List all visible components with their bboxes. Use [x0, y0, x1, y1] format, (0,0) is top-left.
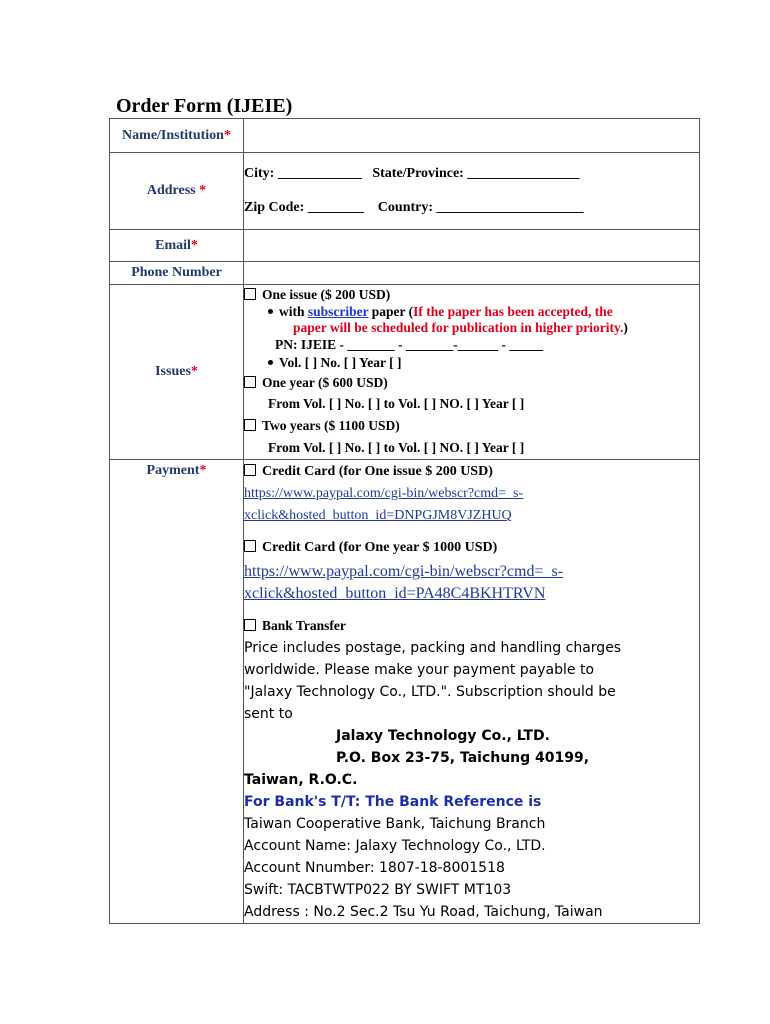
one-year-checkbox[interactable]: [244, 376, 256, 388]
label-issues: [110, 285, 244, 460]
two-years-range-field[interactable]: From Vol. [ ] No. [ ] to Vol. [ ] NO. [ ] Year [ ]: [268, 440, 525, 455]
zip-field[interactable]: Zip Code: ________: [244, 200, 364, 215]
account-number: Account Nnumber: 1807-18-8001518: [244, 860, 505, 876]
row-name: [110, 119, 700, 153]
label-payment: [110, 460, 244, 924]
label-phone: [110, 262, 244, 285]
bank-transfer-label: Bank Transfer: [262, 618, 346, 633]
payment-instructions: Price includes postage, packing and handling charges worldwide. Please make your payment payable to "Jalaxy Technology Co., LTD.". Subscription should be sent to: [244, 640, 622, 722]
credit-card-one-issue-checkbox[interactable]: [244, 464, 256, 476]
one-year-label: One year ($ 600 USD): [262, 375, 388, 390]
order-form-table: [109, 118, 700, 924]
vol-no-year-field[interactable]: Vol. [ ] No. [ ] Year [ ]: [279, 355, 402, 370]
issues-cell: [244, 285, 700, 460]
paypal-link-one-issue[interactable]: https://www.paypal.com/cgi-bin/webscr?cmd=_s- xclick&hosted_button_id=DNPGJM8VJZHUQ: [244, 486, 524, 523]
with-text: with: [279, 304, 308, 319]
credit-card-one-year-checkbox[interactable]: [244, 540, 256, 552]
two-years-checkbox[interactable]: [244, 419, 256, 431]
one-issue-label: One issue ($ 200 USD): [262, 287, 391, 302]
label-issues-text: Issues: [155, 364, 191, 379]
credit-card-one-year-label: Credit Card (for One year $ 1000 USD): [262, 540, 498, 555]
bank-transfer-checkbox[interactable]: [244, 619, 256, 631]
priority-note-line2: paper will be scheduled for publication in higher priority.: [293, 320, 624, 335]
credit-card-one-issue-label: Credit Card (for One issue $ 200 USD): [262, 464, 493, 479]
company-name: Jalaxy Technology Co., LTD.: [336, 728, 550, 744]
bank-tt-heading: For Bank's T/T: The Bank Reference is: [244, 794, 542, 810]
required-star: *: [190, 237, 198, 253]
country-field[interactable]: Country: _____________________: [377, 200, 584, 215]
paper-text: paper (: [368, 304, 414, 319]
row-phone: [110, 262, 700, 285]
label-email-text: Email: [155, 237, 191, 253]
pn-field[interactable]: PN: IJEIE - _______ - _______-______ - _____: [275, 337, 544, 352]
subscriber-link[interactable]: subscriber: [307, 304, 369, 319]
label-address: [110, 153, 244, 230]
phone-input-cell[interactable]: [244, 262, 700, 285]
state-field[interactable]: State/Province: ________________: [372, 166, 580, 181]
label-name-text: Name/Institution: [122, 127, 224, 143]
label-address-text: Address: [146, 183, 200, 198]
required-star: *: [199, 463, 207, 478]
city-field[interactable]: City: ____________: [244, 166, 362, 181]
row-email: [110, 230, 700, 262]
priority-note-line1: If the paper has been accepted, the: [413, 304, 613, 319]
bank-address: Address : No.2 Sec.2 Tsu Yu Road, Taichung, Taiwan: [244, 904, 603, 920]
one-issue-checkbox[interactable]: [244, 288, 256, 300]
bank-name: Taiwan Cooperative Bank, Taichung Branch: [244, 816, 546, 832]
row-issues: [110, 285, 700, 460]
payment-cell: [244, 460, 700, 924]
bullet-icon: [268, 360, 273, 365]
required-star: *: [199, 183, 207, 198]
country-line: Taiwan, R.O.C.: [244, 772, 358, 788]
po-box: P.O. Box 23-75, Taichung 40199,: [336, 750, 590, 766]
swift-code: Swift: TACBTWTP022 BY SWIFT MT103: [244, 882, 512, 898]
row-payment: [110, 460, 700, 924]
label-phone-text: Phone Number: [131, 265, 222, 280]
required-star: *: [190, 364, 198, 379]
paypal-link-one-year[interactable]: https://www.paypal.com/cgi-bin/webscr?cmd=_s- xclick&hosted_button_id=PA48C4BKHTRVN: [244, 563, 564, 602]
bullet-icon: [268, 309, 273, 314]
row-address: [110, 153, 700, 230]
account-name: Account Name: Jalaxy Technology Co., LTD.: [244, 838, 546, 854]
label-name: [110, 119, 244, 153]
label-email: [110, 230, 244, 262]
two-years-label: Two years ($ 1100 USD): [262, 418, 400, 433]
required-star: *: [223, 127, 231, 143]
label-payment-text: Payment: [146, 463, 200, 478]
one-year-range-field[interactable]: From Vol. [ ] No. [ ] to Vol. [ ] NO. [ ] Year [ ]: [268, 396, 525, 411]
close-paren: ): [623, 320, 628, 335]
form-title: Order Form (IJEIE): [116, 95, 293, 117]
name-input-cell[interactable]: [244, 119, 700, 153]
address-cell[interactable]: [244, 153, 700, 230]
email-input-cell[interactable]: [244, 230, 700, 262]
